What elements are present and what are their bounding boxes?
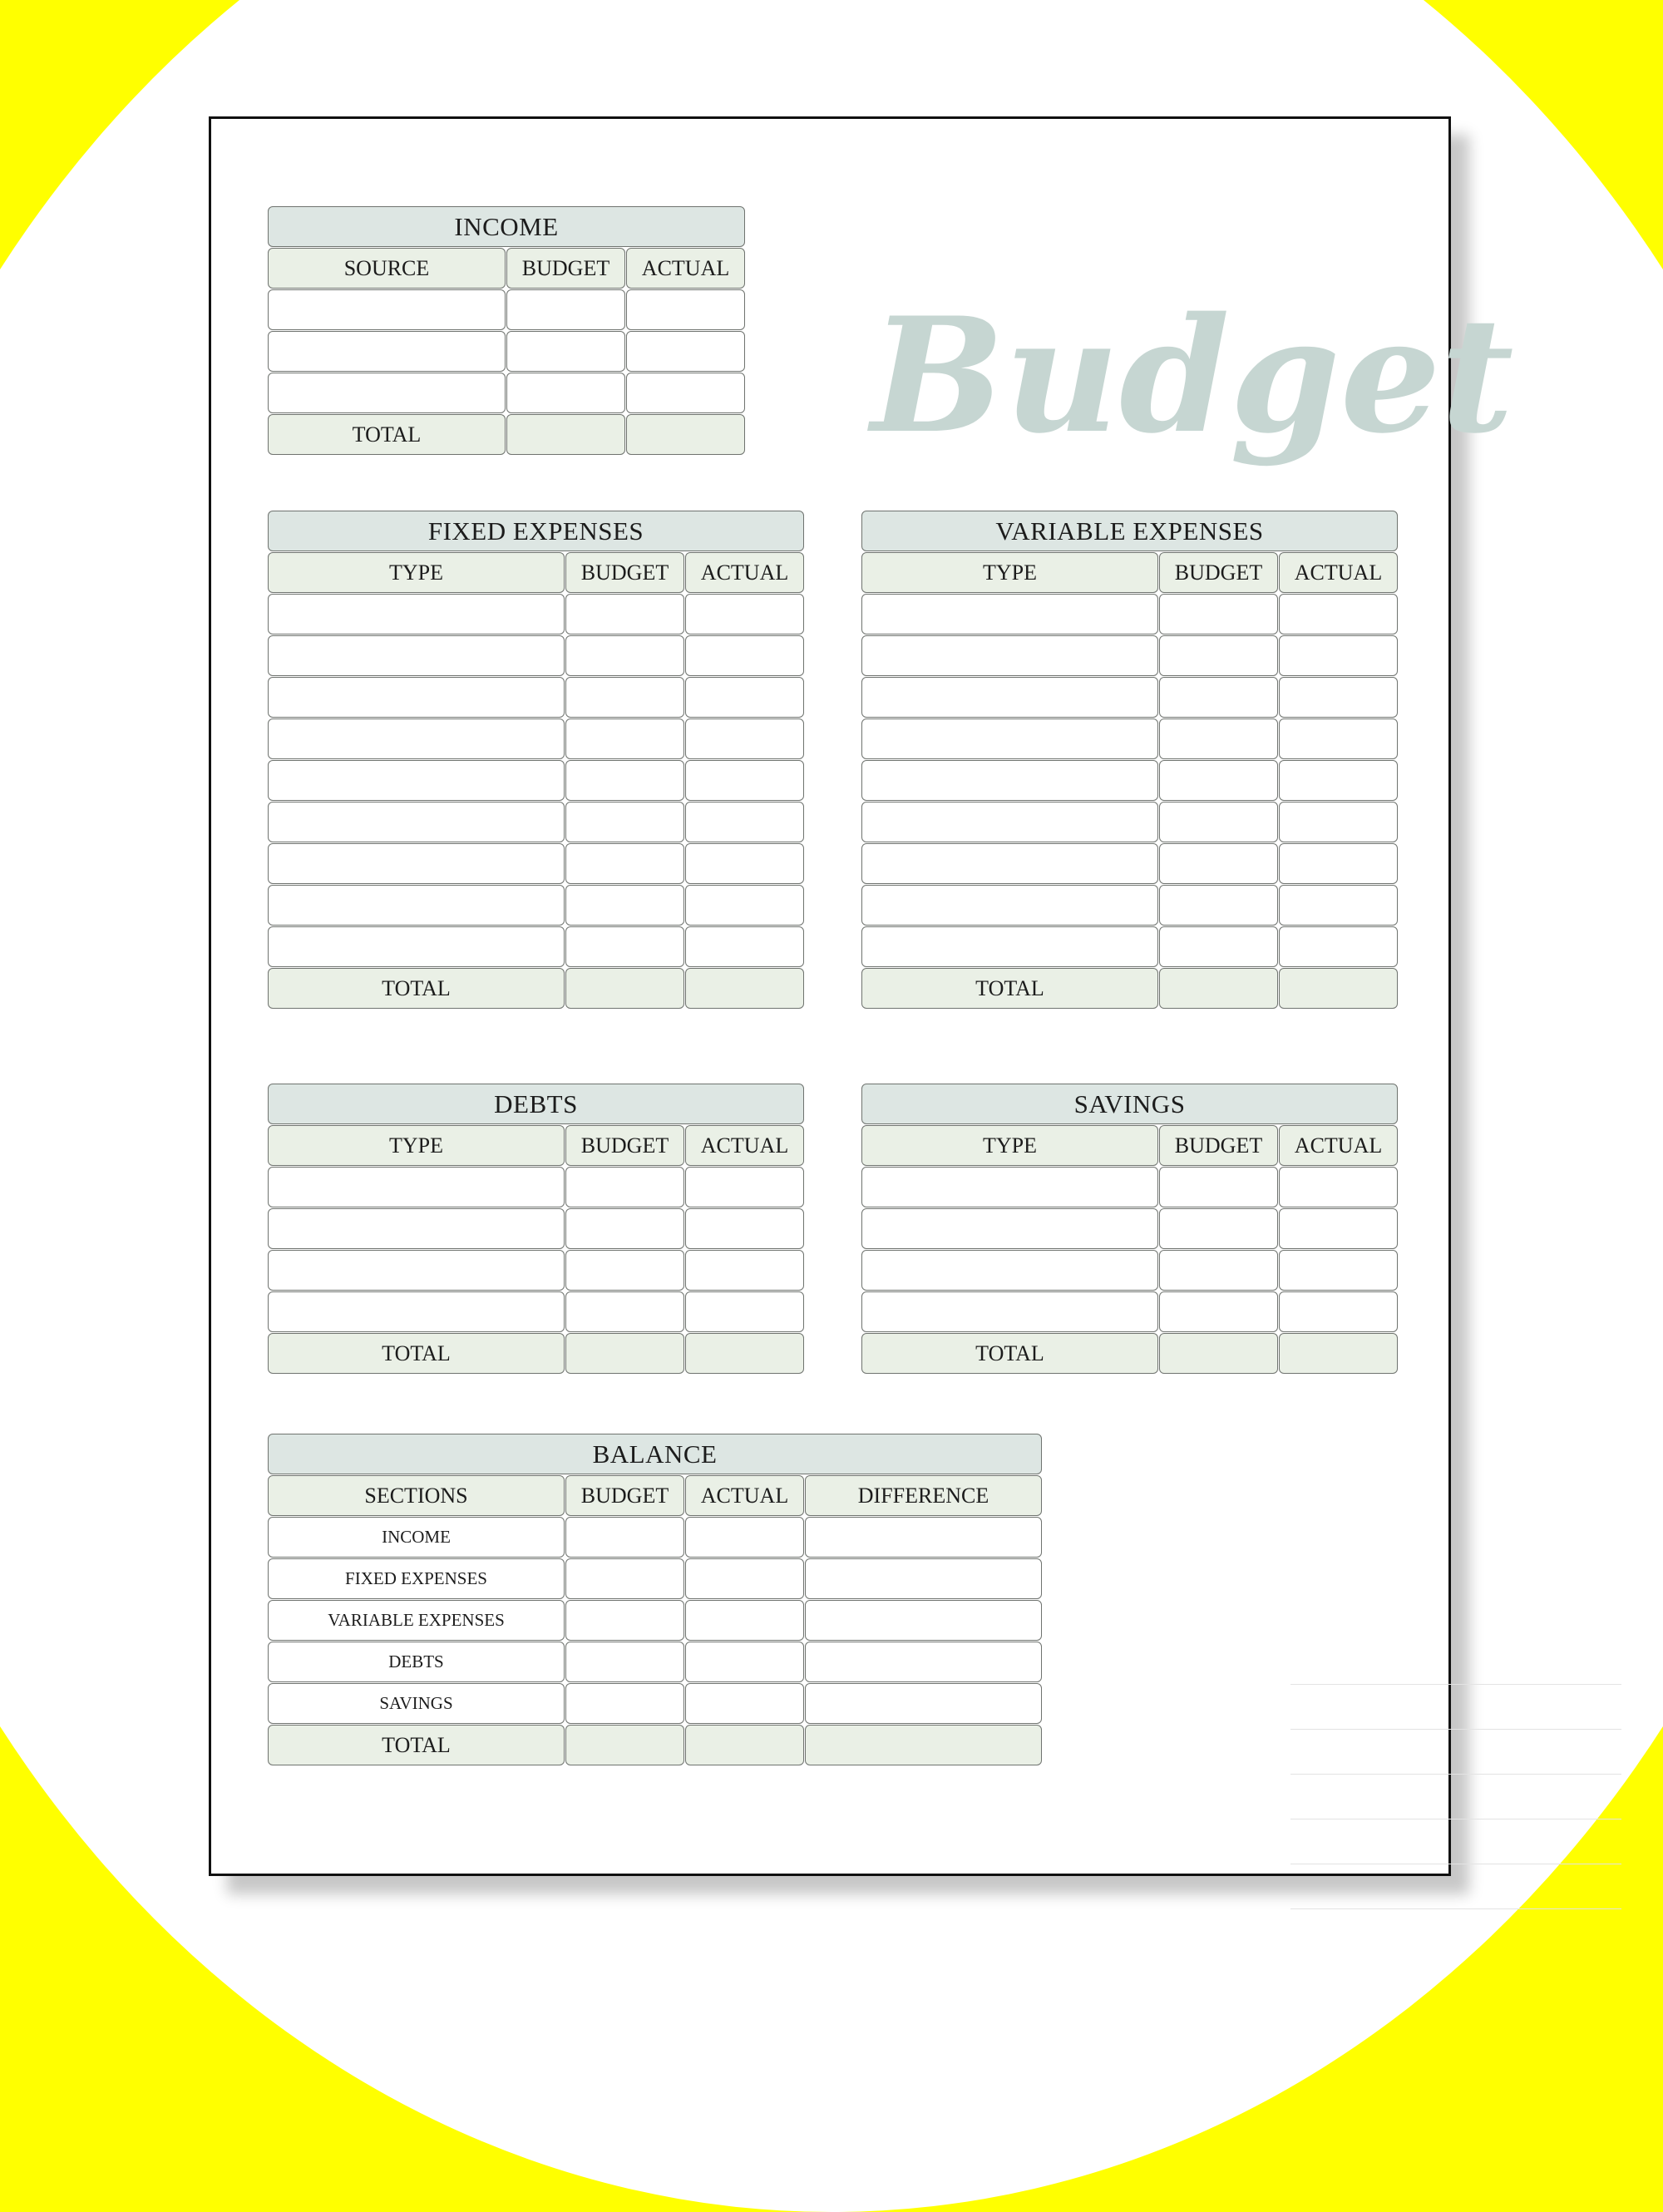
entry-cell[interactable] (1279, 1167, 1398, 1207)
entry-cell[interactable] (1159, 677, 1278, 718)
entry-cell[interactable] (268, 926, 565, 967)
entry-cell[interactable] (685, 885, 804, 926)
entry-cell[interactable] (685, 1167, 804, 1207)
table-row (268, 373, 745, 413)
entry-cell[interactable] (1279, 802, 1398, 842)
table-row (268, 760, 804, 801)
table-row (861, 843, 1398, 884)
total-cell[interactable] (805, 1725, 1042, 1765)
total-cell[interactable] (565, 1333, 684, 1374)
entry-cell[interactable] (861, 885, 1158, 926)
table-row (861, 594, 1398, 634)
entry-cell[interactable] (805, 1683, 1042, 1724)
entry-cell[interactable] (268, 635, 565, 676)
entry-cell[interactable] (861, 926, 1158, 967)
income-col-budget: BUDGET (506, 248, 625, 289)
entry-cell[interactable] (565, 926, 684, 967)
income-col-source: SOURCE (268, 248, 506, 289)
table-row (268, 802, 804, 842)
entry-cell[interactable] (861, 1208, 1158, 1249)
entry-cell[interactable] (268, 373, 506, 413)
entry-cell[interactable] (1279, 843, 1398, 884)
balance-section-variable: VARIABLE EXPENSES (268, 1600, 565, 1641)
table-row (268, 677, 804, 718)
entry-cell[interactable] (1159, 635, 1278, 676)
variable-col-budget: BUDGET (1159, 552, 1278, 593)
entry-cell[interactable] (1159, 885, 1278, 926)
variable-col-actual: ACTUAL (1279, 552, 1398, 593)
table-row (861, 885, 1398, 926)
fixed-total-label: TOTAL (268, 968, 565, 1009)
balance-section-debts: DEBTS (268, 1642, 565, 1682)
entry-cell[interactable] (268, 885, 565, 926)
entry-cell[interactable] (626, 289, 745, 330)
table-row (268, 1208, 804, 1249)
income-col-actual: ACTUAL (626, 248, 745, 289)
entry-cell[interactable] (805, 1517, 1042, 1558)
table-row (861, 1250, 1398, 1291)
table-row (268, 1167, 804, 1207)
entry-cell[interactable] (685, 677, 804, 718)
variable-col-type: TYPE (861, 552, 1158, 593)
entry-cell[interactable] (1279, 1250, 1398, 1291)
entry-cell[interactable] (685, 802, 804, 842)
note-line[interactable] (1290, 1864, 1621, 1909)
entry-cell[interactable] (268, 1291, 565, 1332)
entry-cell[interactable] (268, 594, 565, 634)
table-row (861, 1167, 1398, 1207)
note-line[interactable] (1290, 1775, 1621, 1819)
entry-cell[interactable] (268, 1250, 565, 1291)
entry-cell[interactable] (565, 760, 684, 801)
entry-cell[interactable] (685, 760, 804, 801)
total-cell[interactable] (1159, 1333, 1278, 1374)
entry-cell[interactable] (506, 289, 625, 330)
entry-cell[interactable] (685, 1558, 804, 1599)
entry-cell[interactable] (1159, 802, 1278, 842)
entry-cell[interactable] (268, 718, 565, 759)
table-row (268, 926, 804, 967)
page-title-svg (818, 252, 1567, 518)
entry-cell[interactable] (1159, 1208, 1278, 1249)
table-row (268, 1517, 1042, 1558)
income-table (267, 205, 746, 456)
table-row (268, 1250, 804, 1291)
total-cell[interactable] (565, 1725, 684, 1765)
fixed-col-budget: BUDGET (565, 552, 684, 593)
balance-col-sections: SECTIONS (268, 1475, 565, 1516)
table-row (861, 1291, 1398, 1332)
entry-cell[interactable] (805, 1558, 1042, 1599)
entry-cell[interactable] (565, 594, 684, 634)
table-row (268, 1642, 1042, 1682)
entry-cell[interactable] (565, 635, 684, 676)
table-row (268, 289, 745, 330)
balance-table (267, 1433, 1043, 1766)
entry-cell[interactable] (626, 331, 745, 372)
debts-col-type: TYPE (268, 1125, 565, 1166)
entry-cell[interactable] (565, 1683, 684, 1724)
savings-col-budget: BUDGET (1159, 1125, 1278, 1166)
entry-cell[interactable] (685, 843, 804, 884)
entry-cell[interactable] (565, 1250, 684, 1291)
debts-total-label: TOTAL (268, 1333, 565, 1374)
entry-cell[interactable] (1279, 677, 1398, 718)
entry-cell[interactable] (685, 594, 804, 634)
table-row (268, 331, 745, 372)
entry-cell[interactable] (565, 885, 684, 926)
table-row (268, 1558, 1042, 1599)
variable-total-label: TOTAL (861, 968, 1158, 1009)
total-cell[interactable] (565, 968, 684, 1009)
entry-cell[interactable] (685, 1517, 804, 1558)
entry-cell[interactable] (268, 1167, 565, 1207)
entry-cell[interactable] (861, 1250, 1158, 1291)
entry-cell[interactable] (565, 843, 684, 884)
entry-cell[interactable] (565, 1642, 684, 1682)
entry-cell[interactable] (685, 1642, 804, 1682)
entry-cell[interactable] (565, 802, 684, 842)
total-cell[interactable] (685, 968, 804, 1009)
entry-cell[interactable] (268, 843, 565, 884)
total-cell[interactable] (1279, 968, 1398, 1009)
total-cell[interactable] (685, 1725, 804, 1765)
variable-title: VARIABLE EXPENSES (861, 511, 1398, 551)
savings-col-actual: ACTUAL (1279, 1125, 1398, 1166)
entry-cell[interactable] (268, 677, 565, 718)
balance-section-fixed: FIXED EXPENSES (268, 1558, 565, 1599)
debts-table (267, 1083, 805, 1375)
entry-cell[interactable] (1279, 718, 1398, 759)
table-row (861, 718, 1398, 759)
income-total-label: TOTAL (268, 414, 506, 455)
entry-cell[interactable] (1159, 594, 1278, 634)
entry-cell[interactable] (268, 1208, 565, 1249)
entry-cell[interactable] (1159, 1291, 1278, 1332)
entry-cell[interactable] (626, 373, 745, 413)
note-line[interactable] (1290, 1819, 1621, 1864)
entry-cell[interactable] (1159, 1250, 1278, 1291)
entry-cell[interactable] (565, 677, 684, 718)
entry-cell[interactable] (1279, 926, 1398, 967)
page-title (818, 252, 1567, 518)
entry-cell[interactable] (685, 1683, 804, 1724)
balance-total-label: TOTAL (268, 1725, 565, 1765)
total-cell[interactable] (626, 414, 745, 455)
fixed-title: FIXED EXPENSES (268, 511, 804, 551)
entry-cell[interactable] (268, 289, 506, 330)
entry-cell[interactable] (685, 718, 804, 759)
total-cell[interactable] (1279, 1333, 1398, 1374)
entry-cell[interactable] (268, 331, 506, 372)
balance-section-income: INCOME (268, 1517, 565, 1558)
entry-cell[interactable] (268, 760, 565, 801)
table-row (861, 1208, 1398, 1249)
savings-table (861, 1083, 1399, 1375)
entry-cell[interactable] (1279, 1291, 1398, 1332)
total-cell[interactable] (1159, 968, 1278, 1009)
table-row (268, 1291, 804, 1332)
entry-cell[interactable] (1279, 760, 1398, 801)
balance-title: BALANCE (268, 1434, 1042, 1474)
income-title: INCOME (268, 206, 745, 247)
savings-title: SAVINGS (861, 1084, 1398, 1124)
entry-cell[interactable] (805, 1600, 1042, 1641)
savings-col-type: TYPE (861, 1125, 1158, 1166)
entry-cell[interactable] (1279, 885, 1398, 926)
table-row (268, 718, 804, 759)
entry-cell[interactable] (565, 1291, 684, 1332)
table-row (861, 760, 1398, 801)
entry-cell[interactable] (685, 1250, 804, 1291)
table-row (861, 802, 1398, 842)
entry-cell[interactable] (861, 594, 1158, 634)
entry-cell[interactable] (685, 1291, 804, 1332)
entry-cell[interactable] (506, 373, 625, 413)
entry-cell[interactable] (1279, 635, 1398, 676)
variable-expenses-table (861, 510, 1399, 1010)
entry-cell[interactable] (1159, 926, 1278, 967)
entry-cell[interactable] (1279, 1208, 1398, 1249)
entry-cell[interactable] (565, 1208, 684, 1249)
fixed-col-actual: ACTUAL (685, 552, 804, 593)
table-row (861, 677, 1398, 718)
table-row (268, 635, 804, 676)
fixed-expenses-table (267, 510, 805, 1010)
entry-cell[interactable] (565, 1167, 684, 1207)
entry-cell[interactable] (1159, 718, 1278, 759)
budget-sheet (209, 116, 1514, 1876)
balance-col-budget: BUDGET (565, 1475, 684, 1516)
entry-cell[interactable] (685, 1208, 804, 1249)
entry-cell[interactable] (805, 1642, 1042, 1682)
fixed-col-type: TYPE (268, 552, 565, 593)
balance-col-difference: DIFFERENCE (805, 1475, 1042, 1516)
entry-cell[interactable] (565, 1517, 684, 1558)
entry-cell[interactable] (861, 843, 1158, 884)
balance-col-actual: ACTUAL (685, 1475, 804, 1516)
entry-cell[interactable] (685, 635, 804, 676)
entry-cell[interactable] (1159, 760, 1278, 801)
entry-cell[interactable] (565, 718, 684, 759)
entry-cell[interactable] (506, 331, 625, 372)
table-row (268, 1600, 1042, 1641)
savings-total-label: TOTAL (861, 1333, 1158, 1374)
balance-section-savings: SAVINGS (268, 1683, 565, 1724)
note-line[interactable] (1290, 1730, 1621, 1775)
entry-cell[interactable] (1159, 1167, 1278, 1207)
entry-cell[interactable] (861, 760, 1158, 801)
note-line[interactable] (1290, 1640, 1621, 1685)
entry-cell[interactable] (1279, 594, 1398, 634)
entry-cell[interactable] (1159, 843, 1278, 884)
entry-cell[interactable] (685, 1600, 804, 1641)
entry-cell[interactable] (861, 1291, 1158, 1332)
total-cell[interactable] (506, 414, 625, 455)
table-row (268, 1683, 1042, 1724)
debts-col-actual: ACTUAL (685, 1125, 804, 1166)
debts-title: DEBTS (268, 1084, 804, 1124)
table-row (268, 594, 804, 634)
budget-title-text: Budget (871, 283, 1514, 468)
entry-cell[interactable] (861, 802, 1158, 842)
table-row (861, 635, 1398, 676)
entry-cell[interactable] (268, 802, 565, 842)
notes-lines (1290, 1640, 1621, 1909)
table-row (268, 885, 804, 926)
debts-col-budget: BUDGET (565, 1125, 684, 1166)
table-row (861, 926, 1398, 967)
entry-cell[interactable] (685, 926, 804, 967)
table-row (268, 843, 804, 884)
entry-cell[interactable] (861, 677, 1158, 718)
entry-cell[interactable] (861, 718, 1158, 759)
entry-cell[interactable] (565, 1558, 684, 1599)
entry-cell[interactable] (861, 635, 1158, 676)
total-cell[interactable] (685, 1333, 804, 1374)
note-line[interactable] (1290, 1685, 1621, 1730)
entry-cell[interactable] (861, 1167, 1158, 1207)
entry-cell[interactable] (565, 1600, 684, 1641)
